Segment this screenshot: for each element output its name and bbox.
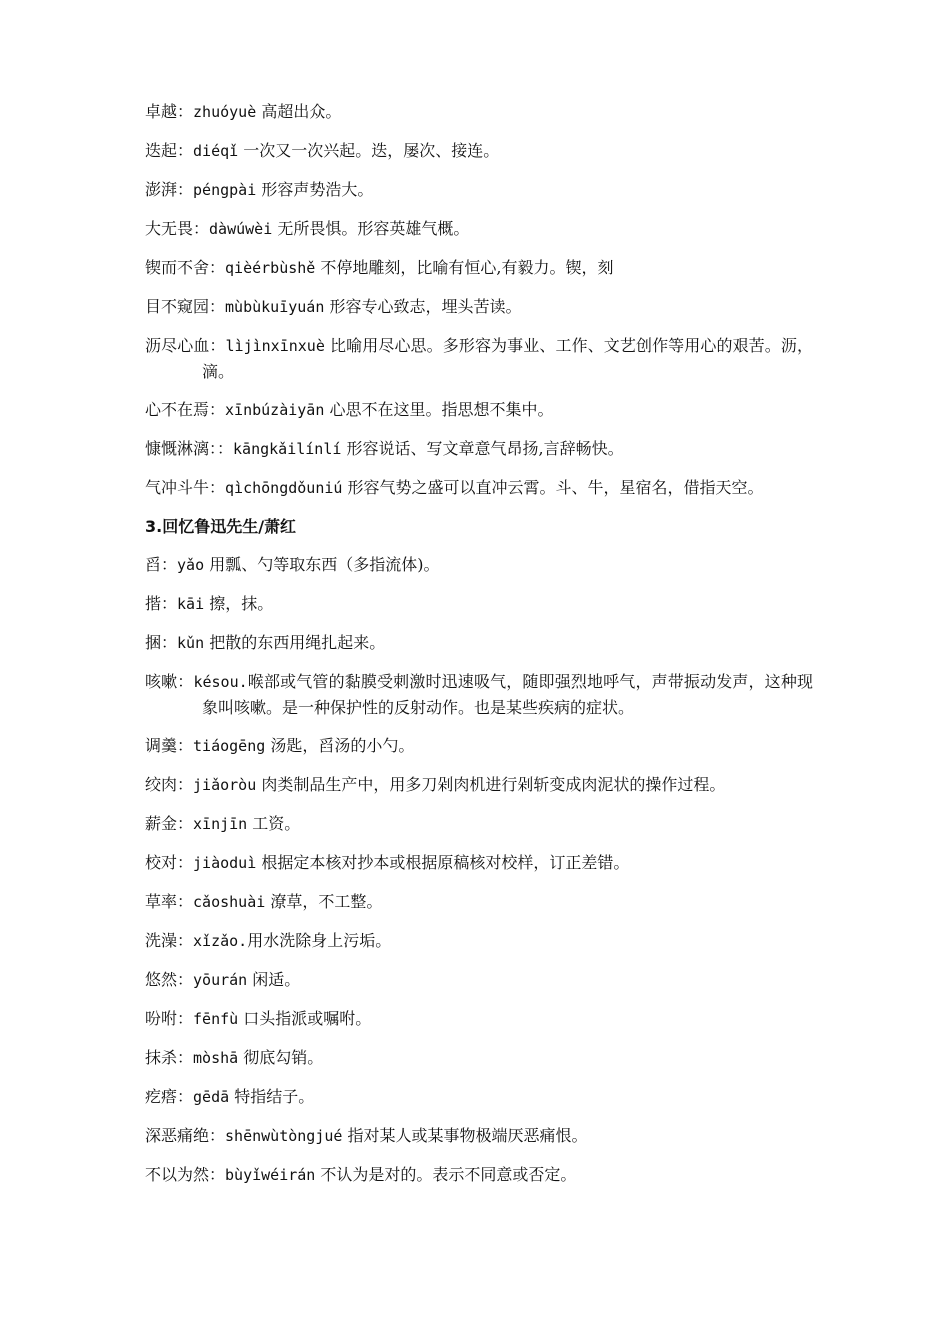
entry-term: 目不窥园：	[145, 297, 226, 316]
entry-term: 沥尽心血：	[145, 336, 226, 355]
document-content	[145, 99, 813, 1201]
entry-pinyin: gēdā	[193, 1088, 230, 1106]
entry-pinyin: jiǎoròu	[193, 776, 257, 794]
entry-pinyin: jiàoduì	[193, 854, 257, 872]
entry-definition: 用水洗除身上污垢。	[247, 931, 392, 950]
entry-pinyin: yǎo	[177, 556, 205, 574]
entry-definition: 口头指派或嘱咐。	[238, 1009, 372, 1028]
entry-term: 深恶痛绝：	[145, 1126, 226, 1145]
entry-term: 抹杀：	[145, 1048, 194, 1067]
entry-definition: 不认为是对的。表示不同意或否定。	[315, 1165, 577, 1184]
entry-definition: 不停地雕刻，比喻有恒心,有毅力。锲，刻	[315, 258, 614, 277]
entry-pinyin: bùyǐwéirán	[225, 1166, 316, 1184]
entry-term: 不以为然：	[145, 1165, 226, 1184]
entry-pinyin: kǔn	[177, 634, 205, 652]
vocabulary-entry	[145, 967, 813, 993]
entry-definition: 高超出众。	[256, 102, 342, 121]
entry-definition: 一次又一次兴起。迭，屡次、接连。	[238, 141, 500, 160]
entry-definition: 特指结子。	[229, 1087, 315, 1106]
section-heading: 3.回忆鲁迅先生/萧红	[145, 517, 297, 536]
vocabulary-entry	[145, 294, 813, 320]
entry-term: 气冲斗牛：	[145, 478, 226, 497]
entry-pinyin: shēnwùtòngjué	[225, 1127, 343, 1145]
entry-pinyin: xīnbúzàiyān	[225, 401, 325, 419]
entry-pinyin: xīnjīn	[193, 815, 248, 833]
vocabulary-entry	[145, 255, 813, 281]
vocabulary-list-a	[145, 99, 813, 501]
vocabulary-entry	[145, 669, 813, 720]
vocabulary-entry	[145, 99, 813, 125]
entry-pinyin: mòshā	[193, 1049, 239, 1067]
entry-definition: 潦草，不工整。	[265, 892, 383, 911]
vocabulary-entry	[145, 1084, 813, 1110]
entry-term: 调羹：	[145, 736, 194, 755]
vocabulary-entry	[145, 733, 813, 759]
entry-pinyin: dàwúwèi	[209, 220, 273, 238]
entry-definition: 根据定本核对抄本或根据原稿核对校样，订正差错。	[256, 853, 630, 872]
vocabulary-entry	[145, 475, 813, 501]
entry-term: 绞肉：	[145, 775, 194, 794]
entry-term: 疙瘩：	[145, 1087, 194, 1106]
entry-term: 洗澡：	[145, 931, 194, 950]
entry-pinyin: xǐzǎo.	[193, 932, 248, 950]
entry-pinyin: mùbùkuīyuán	[225, 298, 325, 316]
entry-definition: 心思不在这里。指思想不集中。	[324, 400, 554, 419]
vocabulary-entry	[145, 591, 813, 617]
entry-pinyin: yōurán	[193, 971, 248, 989]
entry-term: 澎湃：	[145, 180, 194, 199]
vocabulary-entry	[145, 177, 813, 203]
entry-definition: 无所畏惧。形容英雄气概。	[272, 219, 470, 238]
entry-pinyin: diéqǐ	[193, 142, 239, 160]
entry-definition: 喉部或气管的黏膜受刺激时迅速吸气，随即强烈地呼气，声带振动发声，这种现象叫咳嗽。是一种保护性的反射动作。也是某些疾病的症状。	[202, 672, 813, 717]
entry-term: 锲而不舍：	[145, 258, 226, 277]
entry-pinyin: zhuóyuè	[193, 103, 257, 121]
entry-term: 咳嗽：	[145, 672, 194, 691]
entry-definition: 彻底勾销。	[238, 1048, 324, 1067]
entry-term: 大无畏：	[145, 219, 210, 238]
entry-definition: 用瓢、勺等取东西（多指流体)。	[204, 555, 440, 574]
vocabulary-entry	[145, 397, 813, 423]
entry-term: 捆：	[145, 633, 178, 652]
vocabulary-entry	[145, 850, 813, 876]
entry-pinyin: lìjìnxīnxuè	[225, 337, 325, 355]
entry-term: 薪金：	[145, 814, 194, 833]
vocabulary-entry	[145, 1123, 813, 1149]
entry-definition: 指对某人或某事物极端厌恶痛恨。	[342, 1126, 588, 1145]
vocabulary-list-b	[145, 552, 813, 1188]
entry-definition: 形容专心致志，埋头苦读。	[324, 297, 522, 316]
entry-definition: 擦，抹。	[204, 594, 274, 613]
vocabulary-entry	[145, 928, 813, 954]
entry-pinyin: qièérbùshě	[225, 259, 316, 277]
entry-definition: 工资。	[247, 814, 301, 833]
entry-pinyin: késou.	[193, 673, 248, 691]
entry-pinyin: kāngkǎilínlí	[233, 440, 342, 458]
entry-term: 吩咐：	[145, 1009, 194, 1028]
entry-term: 草率：	[145, 892, 194, 911]
entry-definition: 肉类制品生产中，用多刀剁肉机进行剁斩变成肉泥状的操作过程。	[256, 775, 726, 794]
entry-pinyin: tiáogēng	[193, 737, 266, 755]
vocabulary-entry	[145, 630, 813, 656]
entry-definition: 把散的东西用绳扎起来。	[204, 633, 386, 652]
entry-term: 校对：	[145, 853, 194, 872]
entry-pinyin: péngpài	[193, 181, 257, 199]
entry-term: 迭起：	[145, 141, 194, 160]
entry-term: 揩：	[145, 594, 178, 613]
entry-term: 卓越：	[145, 102, 194, 121]
entry-definition: 形容说话、写文章意气昂扬,言辞畅快。	[341, 439, 624, 458]
vocabulary-entry	[145, 138, 813, 164]
vocabulary-entry	[145, 889, 813, 915]
entry-definition: 形容气势之盛可以直冲云霄。斗、牛，星宿名，借指天空。	[342, 478, 764, 497]
entry-definition: 形容声势浩大。	[256, 180, 374, 199]
entry-pinyin: fēnfù	[193, 1010, 239, 1028]
vocabulary-entry	[145, 216, 813, 242]
vocabulary-entry	[145, 811, 813, 837]
vocabulary-entry	[145, 436, 813, 462]
entry-term: 舀：	[145, 555, 178, 574]
entry-term: 悠然：	[145, 970, 194, 989]
entry-pinyin: qìchōngdǒuniú	[225, 479, 343, 497]
entry-definition: 比喻用尽心思。多形容为事业、工作、文艺创作等用心的艰苦。沥，滴。	[202, 336, 813, 381]
entry-definition: 闲适。	[247, 970, 301, 989]
entry-term: 慷慨淋漓：：	[145, 439, 234, 458]
vocabulary-entry	[145, 1006, 813, 1032]
vocabulary-entry	[145, 1045, 813, 1071]
vocabulary-entry	[145, 1162, 813, 1188]
vocabulary-entry	[145, 552, 813, 578]
entry-definition: 汤匙，舀汤的小勺。	[265, 736, 415, 755]
entry-pinyin: cǎoshuài	[193, 893, 266, 911]
vocabulary-entry	[145, 333, 813, 384]
vocabulary-entry	[145, 772, 813, 798]
entry-term: 心不在焉：	[145, 400, 226, 419]
entry-pinyin: kāi	[177, 595, 205, 613]
